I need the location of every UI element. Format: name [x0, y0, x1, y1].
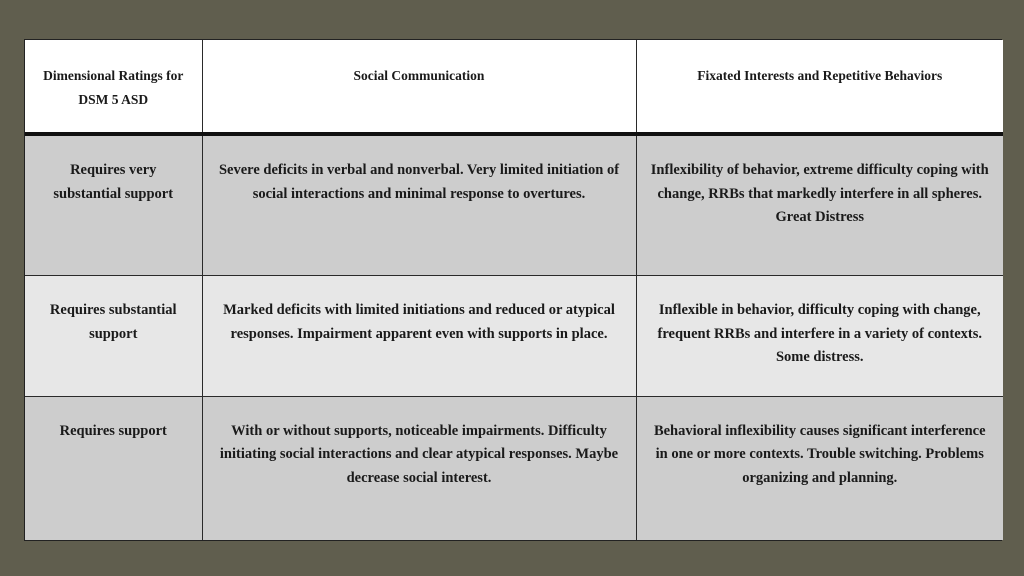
fixated-interests-cell: Behavioral inflexibility causes significant interference in one or more contexts. Trouble switching. Problems organizing and planning.	[636, 396, 1003, 540]
header-social-communication: Social Communication	[202, 40, 636, 134]
header-fixated-interests: Fixated Interests and Repetitive Behaviors	[636, 40, 1003, 134]
table-row	[25, 396, 1003, 540]
table-header-row	[25, 40, 1003, 134]
slide-panel	[24, 39, 1002, 541]
social-communication-cell: With or without supports, noticeable impairments. Difficulty initiating social interactions and clear atypical responses. Maybe decrease social interest.	[202, 396, 636, 540]
support-level-cell: Requires substantial support	[25, 276, 202, 397]
fixated-interests-cell: Inflexible in behavior, difficulty coping with change, frequent RRBs and interfere in a variety of contexts. Some distress.	[636, 276, 1003, 397]
fixated-interests-cell: Inflexibility of behavior, extreme difficulty coping with change, RRBs that markedly interfere in all spheres. Great Distress	[636, 134, 1003, 276]
table-row	[25, 276, 1003, 397]
header-dimensional-ratings: Dimensional Ratings for DSM 5 ASD	[25, 40, 202, 134]
support-level-cell: Requires very substantial support	[25, 134, 202, 276]
table-row	[25, 134, 1003, 276]
social-communication-cell: Marked deficits with limited initiations and reduced or atypical responses. Impairment apparent even with supports in place.	[202, 276, 636, 397]
asd-support-levels-table	[25, 40, 1003, 540]
social-communication-cell: Severe deficits in verbal and nonverbal. Very limited initiation of social interactions and minimal response to overtures.	[202, 134, 636, 276]
support-level-cell: Requires support	[25, 396, 202, 540]
